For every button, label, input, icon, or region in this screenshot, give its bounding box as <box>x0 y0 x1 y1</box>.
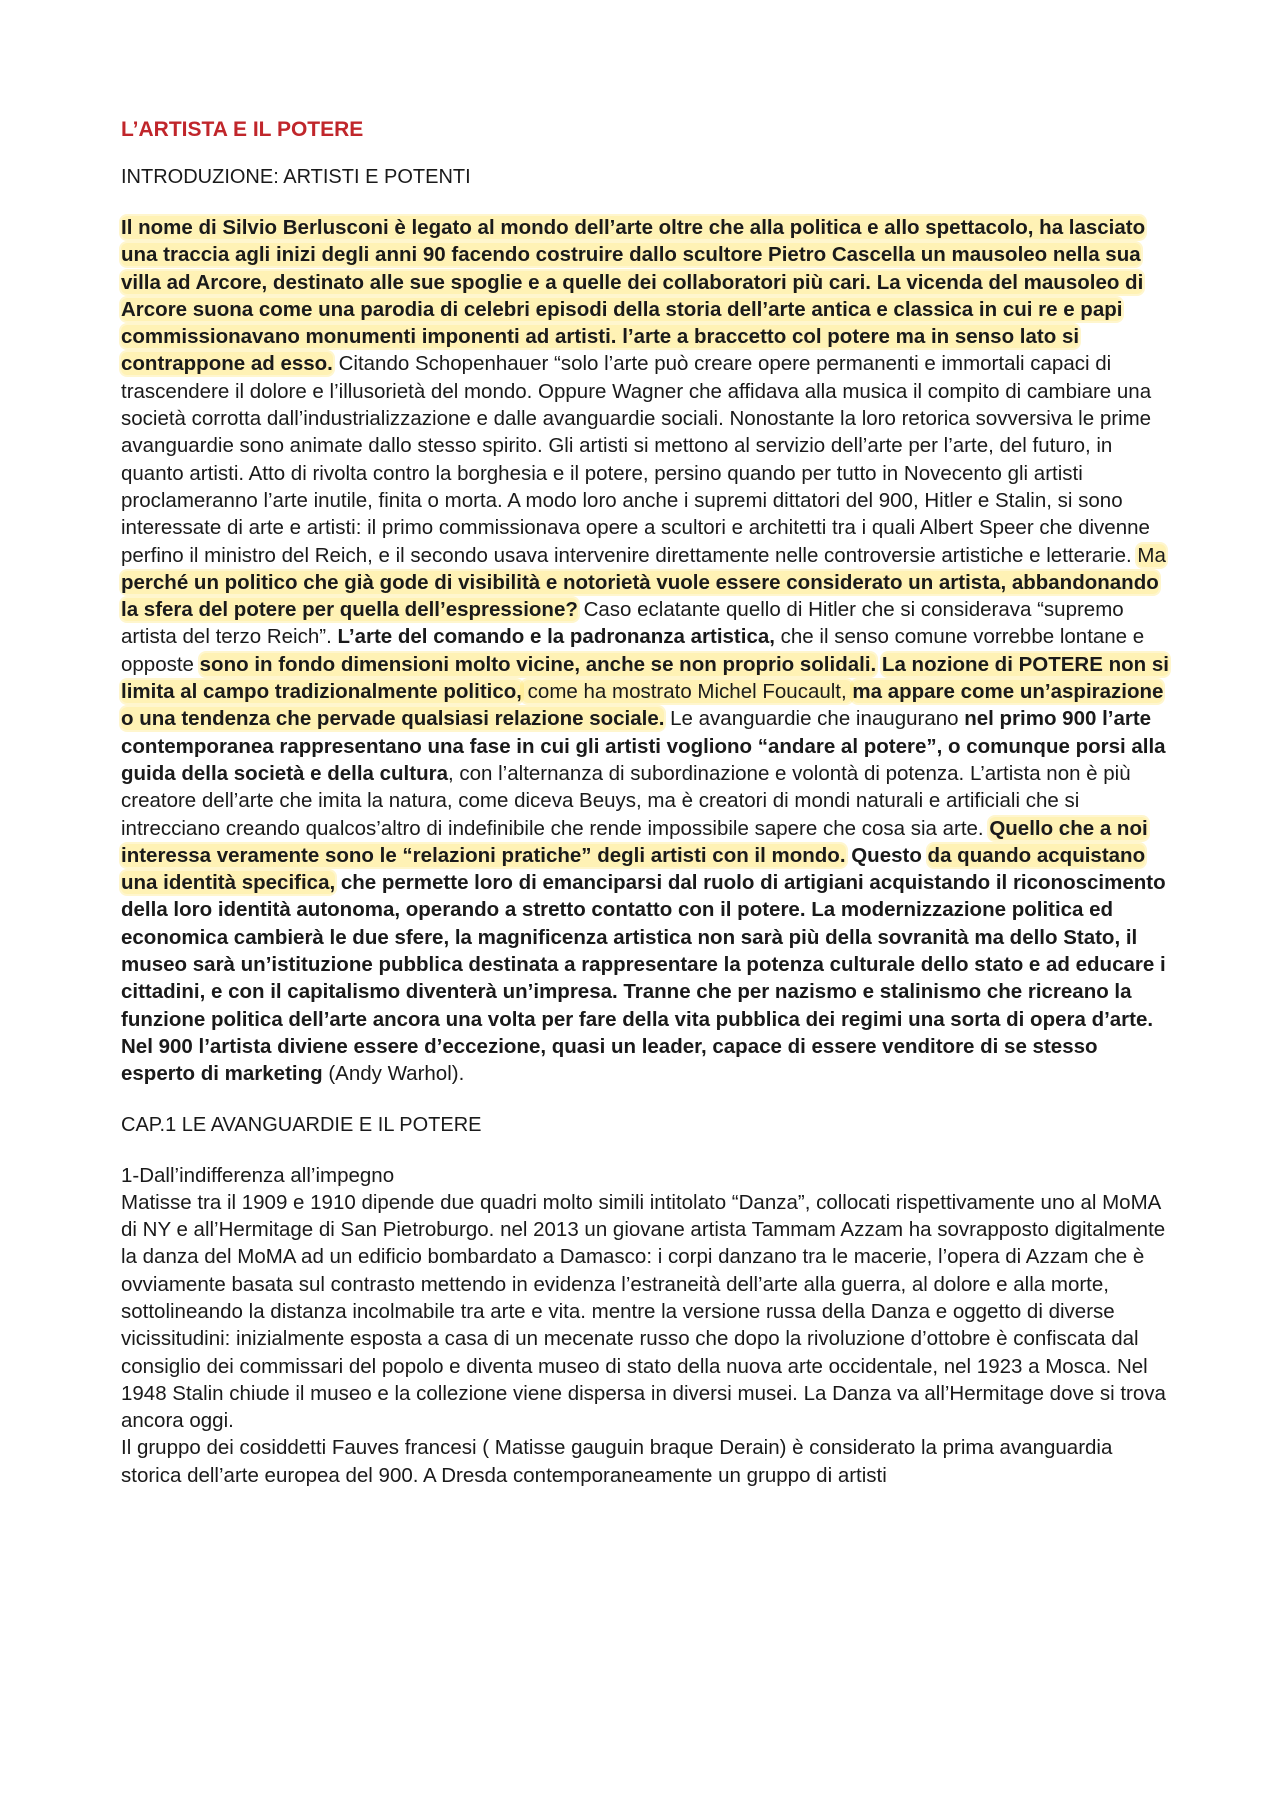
text-run: Questo <box>845 843 928 867</box>
text-run: ma appare come un’aspirazione o una tendenza che pervade qualsiasi relazione sociale. <box>121 680 1164 731</box>
intro-heading: INTRODUZIONE: ARTISTI E POTENTI <box>121 166 471 188</box>
text-run: Quello che a noi interessa veramente sono le “relazioni pratiche” degli artisti con il mondo. <box>121 816 1148 867</box>
text-run: Ma <box>1137 543 1166 567</box>
chapter-paragraph: Matisse tra il 1909 e 1910 dipende due quadri molto simili intitolato “Danza”, collocati rispettivamente uno al MoMA di NY e all’Hermitage di San Pietroburgo. nel 2013 un giovane artista Tammam Azzam ha sovrapposto digitalmente la danza del MoMA ad un edificio bombardato a Damasco: i corpi danzano tra le macerie, l’opera di Azzam che è ovviamente basata sul contrasto mettendo in evidenza l’estraneità dell’arte alla guerra, al dolore e alla morte, sottolineando la distanza incolmabile tra arte e vita. mentre la versione russa della Danza e oggetto di diverse vicissitudini: inizialmente esposta a casa di un mecenate russo che dopo la rivoluzione d’ottobre è confiscata dal consiglio dei commissari del popolo e diventa museo di stato della nuova arte occidentale, nel 1923 a Mosca. Nel 1948 Stalin chiude il museo e la collezione viene dispersa in diversi musei. La Danza va all’Hermitage dove si trova ancora oggi. <box>121 1190 1166 1433</box>
chapter-heading: CAP.1 LE AVANGUARDIE E IL POTERE <box>121 1113 482 1136</box>
text-run: Nel 900 l’artista diviene essere d’eccezione, quasi un leader, capace di essere venditore di se stesso esperto di marketing <box>121 1034 1098 1086</box>
text-run: che il senso comune vorrebbe lontane e opposte <box>121 625 1145 676</box>
text-run: che permette loro di emanciparsi dal ruolo di artigiani acquistando il riconoscimento della loro identità autonoma, operando a stretto contatto con il potere. La modernizzazione politica ed economica cambierà le due sfere, la magnificenza artistica non sarà più della sovranità ma dello Stato, il museo sarà un’istituzione pubblica destinata a rappresentare la potenza culturale dello stato e ad educare i cittadini, e con il capitalismo diventerà un’impresa. Tranne che per nazismo e stalinismo che ricreano la funzione politica dell’arte ancora una volta per fare della vita pubblica dei regimi una sorta di opera d’arte. <box>121 871 1166 1031</box>
text-run: Il nome di Silvio Berlusconi è legato al mondo dell’arte oltre che alla politica e allo spettacolo, ha lasciato una traccia agli inizi degli anni 90 facendo costruire dallo scultore Pietro Cascella un mausoleo nella sua villa ad Arcore, destinato alle sue spoglie e a quelle dei collaboratori più cari. La vicenda del mausoleo di Arcore suona come una parodia di celebri episodi della storia dell’arte antica e classica in cui re e papi commissionavano monumenti imponenti ad artisti. l’arte a braccetto col potere ma in senso lato si contrappone ad esso. <box>121 216 1146 376</box>
document-title: L’ARTISTA E IL POTERE <box>121 118 364 141</box>
text-run: come ha mostrato Michel Foucault, <box>521 680 853 704</box>
intro-paragraph <box>121 214 1171 1033</box>
intro-closing-paragraph <box>121 1033 1171 1088</box>
text-run: Caso eclatante quello di Hitler che si considerava “supremo artista del terzo Reich”. <box>121 598 1124 649</box>
text-run: L’arte del comando e la padronanza artistica, <box>337 625 775 649</box>
text-run: (Andy Warhol). <box>322 1062 465 1086</box>
text-run: sono in fondo dimensioni molto vicine, anche se non proprio solidali. <box>199 652 877 676</box>
text-run: Citando Schopenhauer “solo l’arte può creare opere permanenti e immortali capaci di trascendere il dolore e l’illusorietà del mondo. Oppure Wagner che affidava alla musica il compito di cambiare una società corrotta dall’industrializzazione e dalle avanguardie sociali. Nonostante la loro retorica sovversiva le prime avanguardie sono animate dallo stesso spirito. Gli artisti si mettono al servizio dell’arte per l’arte, del futuro, in quanto artisti. Atto di rivolta contro la borghesia e il potere, persino quando per tutto in Novecento gli artisti proclameranno l’arte inutile, finita o morta. A modo loro anche i supremi dittatori del 900, Hitler e Stalin, si sono interessate di arte e artisti: il primo commissionava opere a scultori e architetti tra i quali Albert Speer che divenne perfino il ministro del Reich, e il secondo usava intervenire direttamente nelle controversie artistiche e letterarie. <box>121 352 1152 567</box>
text-run: Le avanguardie che inaugurano <box>664 707 965 731</box>
document-page <box>121 118 1171 1489</box>
text-run: nel primo 900 l’arte contemporanea rappresentano una fase in cui gli artisti vogliono “andare al potere”, o comunque porsi alla guida della società e della cultura <box>121 707 1166 785</box>
text-run: La nozione di POTERE non si limita al campo tradizionalmente politico, <box>121 652 1169 704</box>
text-run: , con l’alternanza di subordinazione e volontà di potenza. L’artista non è più creatore dell’arte che imita la natura, come diceva Beuys, ma è creatori di mondi naturali e artificiali che si intrecciano creando qualcos’altro di indefinibile che rende impossibile sapere che cosa sia arte. <box>121 761 1131 840</box>
text-run: perché un politico che già gode di visibilità e notorietà vuole essere considerato un artista, abbandonando la sfera del potere per quella dell’espressione? <box>121 570 1159 622</box>
text-run: da quando acquistano una identità specifica, <box>121 843 1146 895</box>
subsection-heading: 1-Dall’indifferenza all’impegno <box>121 1163 395 1187</box>
chapter-paragraph-2: Il gruppo dei cosiddetti Fauves francesi ( Matisse gauguin braque Derain) è considerato la prima avanguardia storica dell’arte europea del 900. A Dresda contemporaneamente un gruppo di artisti <box>121 1436 1113 1487</box>
